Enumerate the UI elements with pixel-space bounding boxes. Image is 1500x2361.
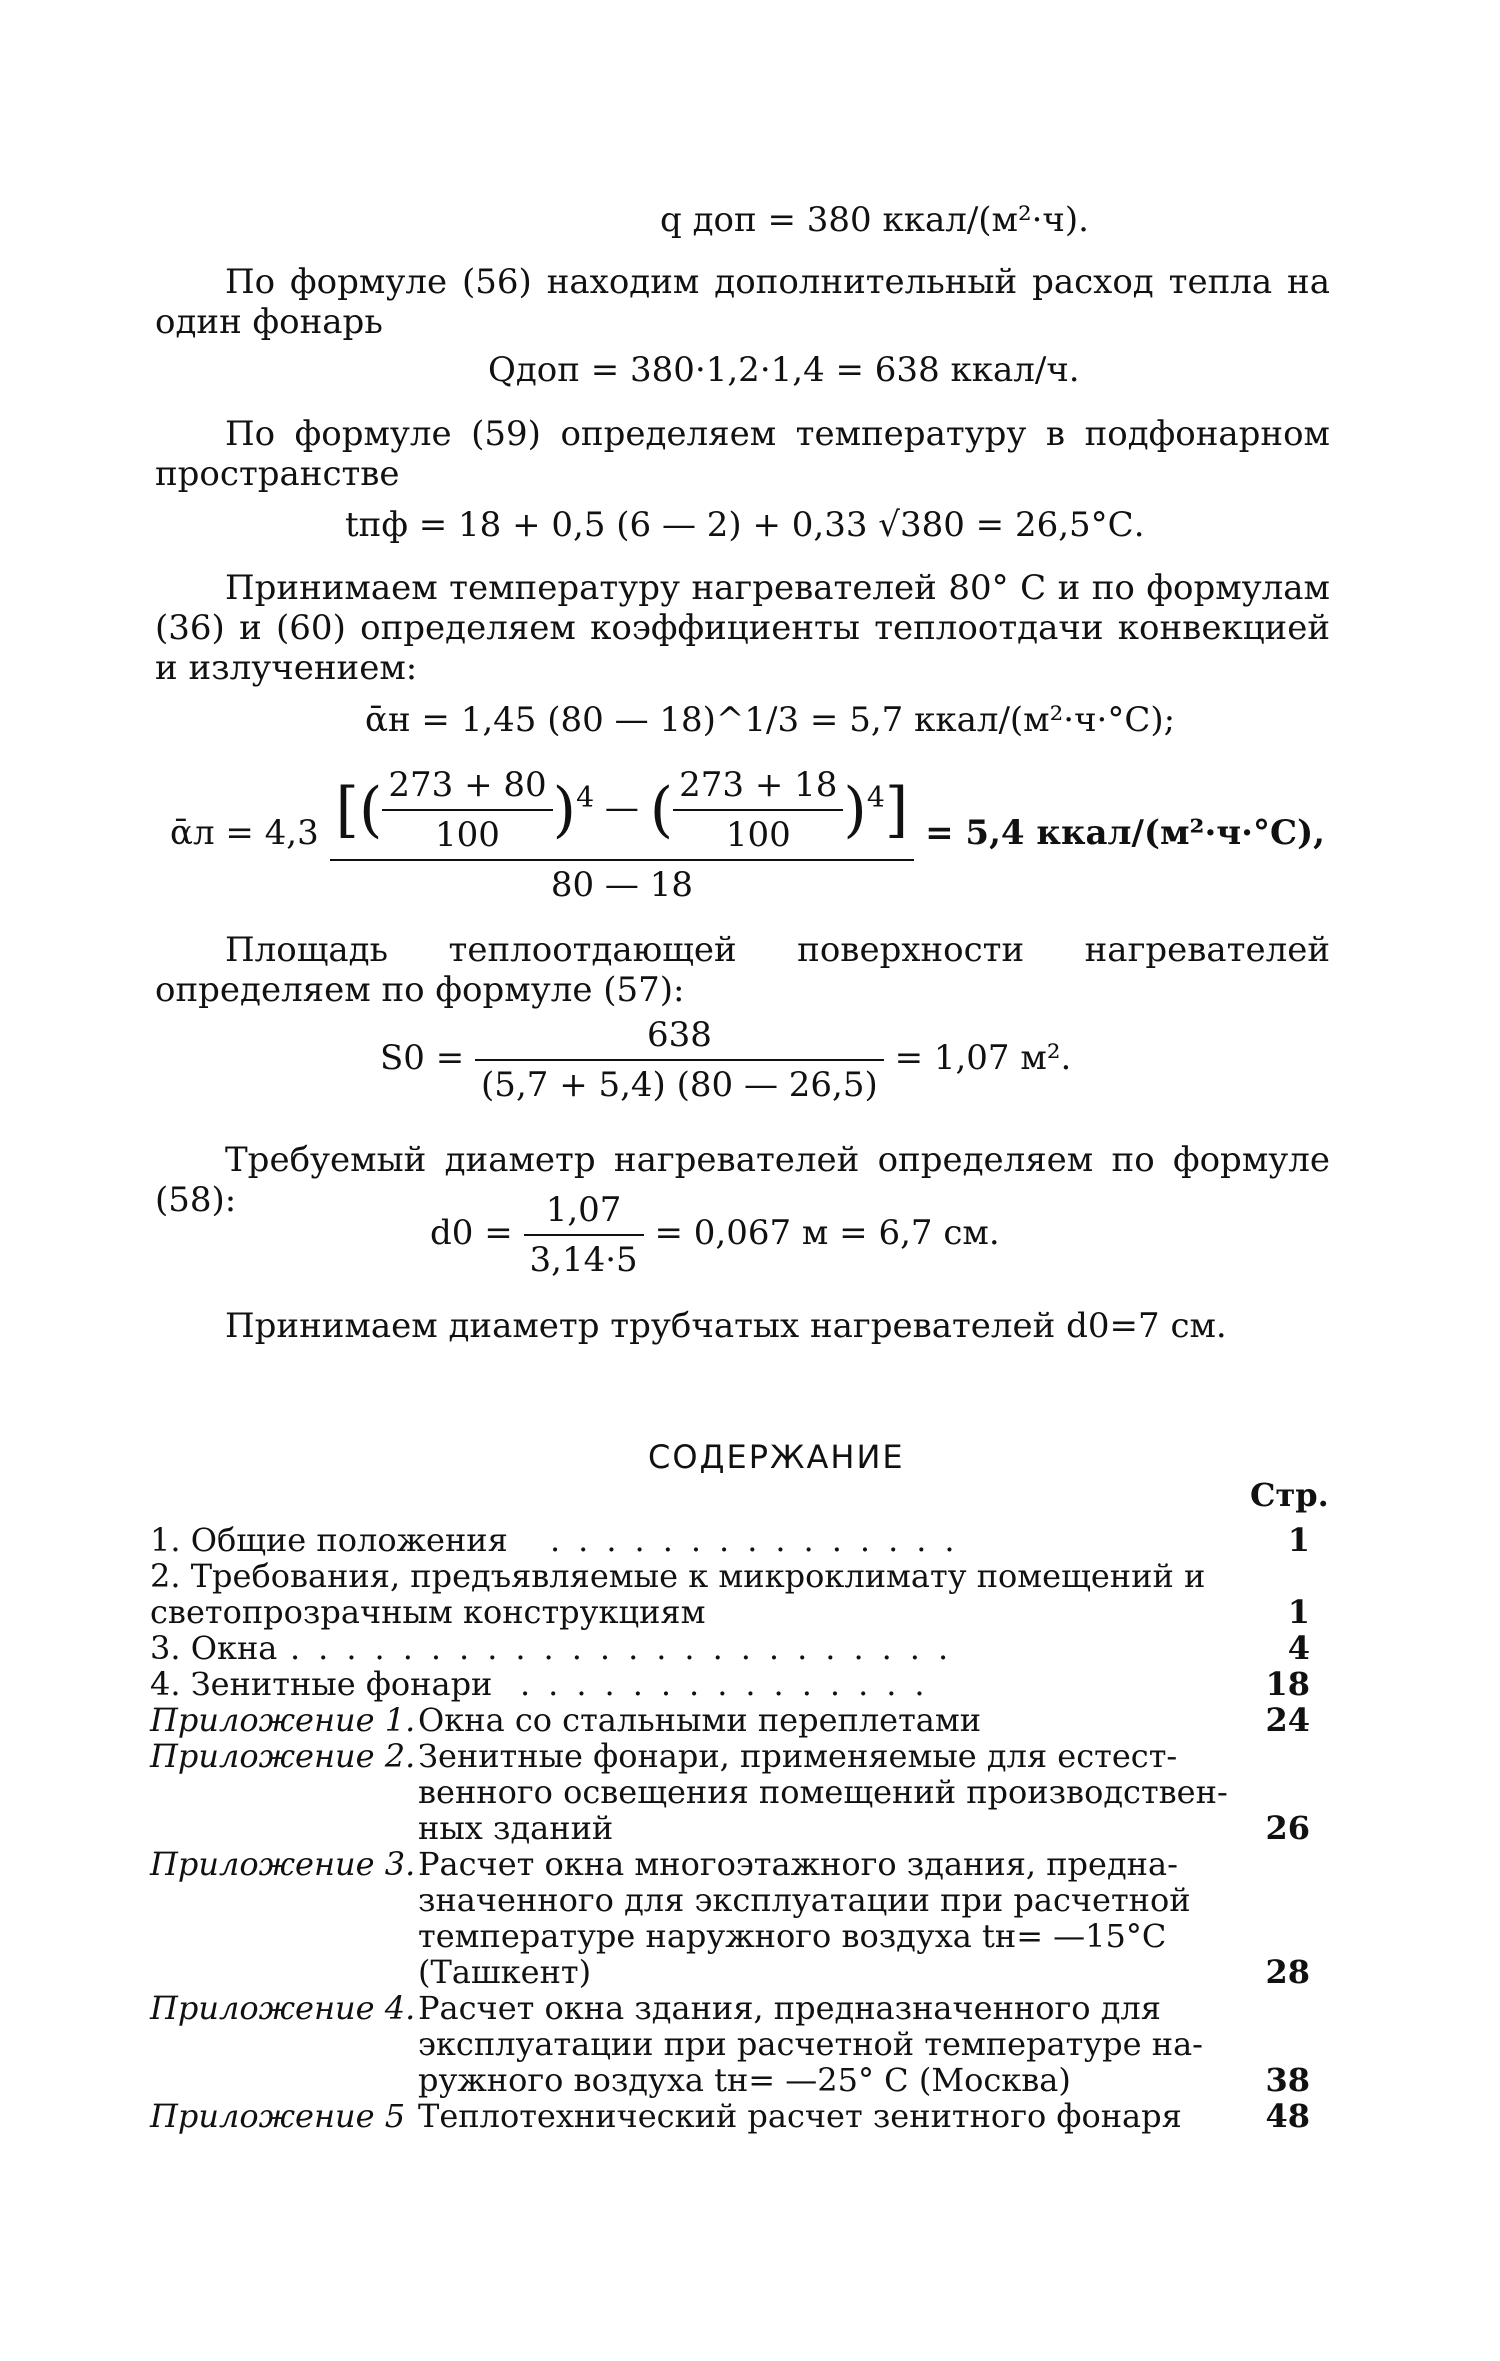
toc-appendix-label: Приложение 3. <box>150 1845 416 1883</box>
alpha-n-formula: ᾱн = 1,45 (80 — 18)^1/3 = 5,7 ккал/(м²·ч·°С); <box>365 700 1176 740</box>
alpha-l-formula <box>170 765 1325 905</box>
alpha-l-rhs: = 5,4 ккал/(м²·ч·°С), <box>925 813 1325 853</box>
paragraph-formula-59: По формуле (59) определяем температуру в подфонарном пространстве <box>155 414 1330 494</box>
toc-item-page: 1 <box>1287 1593 1310 1631</box>
toc-item-page: 38 <box>1265 2061 1310 2099</box>
t-formula: tпф = 18 + 0,5 (6 — 2) + 0,33 √380 = 26,5°С. <box>345 505 1145 545</box>
toc-item-3[interactable]: 3. Окна ........................ 4 <box>150 1629 1310 1667</box>
paragraph-final: Принимаем диаметр трубчатых нагревателей d0=7 см. <box>225 1306 1227 1346</box>
toc-appendix-label: Приложение 4. <box>150 1989 416 2027</box>
paragraph-formulas-36-60: Принимаем температуру нагревателей 80° С и по формулам (36) и (60) определяем коэффициенты теплоотдачи конвекцией и излучением: <box>155 568 1330 688</box>
S0-formula <box>380 1015 1071 1105</box>
toc-item-text: Расчет окна здания, предназначенного для эксплуатации при расчетной температуре на- ружного воздуха tн= —25° С (Москва) <box>418 1989 1203 2099</box>
paragraph-formula-58: Требуемый диаметр нагревателей определяем по формуле (58): <box>155 1140 1330 1220</box>
toc-appendix-label: Приложение 1. <box>150 1701 416 1739</box>
toc-appendix-1[interactable] <box>150 1702 1310 1738</box>
contents-title: СОДЕРЖАНИЕ <box>648 1438 905 1476</box>
toc-item-page: 1 <box>1287 1521 1310 1559</box>
toc-item-4[interactable]: 4. Зенитные фонари ............... 18 <box>150 1665 1310 1703</box>
toc-item-page: 26 <box>1265 1809 1310 1847</box>
toc-appendix-2[interactable] <box>150 1738 1310 1846</box>
toc-item-page: 24 <box>1265 1701 1310 1739</box>
toc-item-text: 2. Требования, предъявляемые к микроклимату помещений и светопрозрачным конструкциям <box>150 1557 1206 1631</box>
toc-appendix-5[interactable] <box>150 2098 1310 2134</box>
toc-item-text: Зенитные фонари, применяемые для естест- венного освещения помещений производствен- ных зданий <box>418 1737 1228 1847</box>
q-formula: q доп = 380 ккал/(м²·ч). <box>660 200 1089 240</box>
S0-lhs: S0 = <box>380 1038 465 1078</box>
term2-numerator: 273 + 18 <box>679 765 838 805</box>
paragraph-formula-56: По формуле (56) находим дополнительный расход тепла на один фонарь <box>155 262 1330 342</box>
toc-item-page: 4 <box>1287 1629 1310 1667</box>
paragraph-formula-57: Площадь теплоотдающей поверхности нагревателей определяем по формуле (57): <box>155 930 1330 1010</box>
d0-denominator: 3,14·5 <box>524 1234 644 1280</box>
toc-item-2[interactable] <box>150 1558 1310 1630</box>
term2-fraction <box>673 765 843 855</box>
toc-appendix-label: Приложение 2. <box>150 1737 416 1775</box>
toc-item-text: 1. Общие положения <box>150 1521 508 1559</box>
contents-page-header: Стр. <box>1250 1476 1329 1514</box>
toc-appendix-label: Приложение 5 <box>150 2097 406 2135</box>
d0-rhs: = 0,067 м = 6,7 см. <box>654 1213 1000 1253</box>
toc-item-text: Теплотехнический расчет зенитного фонаря <box>418 2097 1182 2135</box>
S0-numerator: 638 <box>646 1015 712 1055</box>
alpha-l-lhs: ᾱл = 4,3 <box>170 813 319 853</box>
toc-item-page: 18 <box>1265 1665 1310 1703</box>
S0-denominator: (5,7 + 5,4) (80 — 26,5) <box>475 1059 884 1105</box>
term2-denominator: 100 <box>673 809 843 855</box>
alpha-l-denominator: 80 — 18 <box>330 859 915 905</box>
toc-item-page: 48 <box>1265 2097 1310 2135</box>
toc-item-text: 4. Зенитные фонари <box>150 1665 493 1703</box>
S0-fraction <box>475 1015 884 1105</box>
Q-formula: Qдоп = 380·1,2·1,4 = 638 ккал/ч. <box>488 350 1080 390</box>
term1-numerator: 273 + 80 <box>388 765 547 805</box>
toc-appendix-3[interactable] <box>150 1846 1310 1990</box>
toc-item-page: 28 <box>1265 1953 1310 1991</box>
d0-lhs: d0 = <box>430 1213 513 1253</box>
d0-fraction <box>524 1190 644 1280</box>
toc-item-text: Окна со стальными переплетами <box>418 1701 982 1739</box>
toc-appendix-4[interactable] <box>150 1990 1310 2098</box>
toc-item-text: Расчет окна многоэтажного здания, предна- значенного для эксплуатации при расчетной температуре наружного воздуха tн= —15°С (Ташкент) <box>418 1845 1191 1991</box>
alpha-l-fraction: [( $\frac{273 + 80}{100}$ )$^4$ — ( $\frac{273 + 18}{100}$ )$^4$] 80 — 18 <box>330 765 915 905</box>
d0-numerator: 1,07 <box>545 1190 622 1230</box>
term1-denominator: 100 <box>382 809 552 855</box>
d0-formula <box>430 1190 1000 1280</box>
toc-item-text: 3. Окна <box>150 1629 278 1667</box>
S0-rhs: = 1,07 м². <box>894 1038 1072 1078</box>
term1-fraction <box>382 765 552 855</box>
toc-item-1[interactable]: 1. Общие положения ............... 1 <box>150 1521 1310 1559</box>
